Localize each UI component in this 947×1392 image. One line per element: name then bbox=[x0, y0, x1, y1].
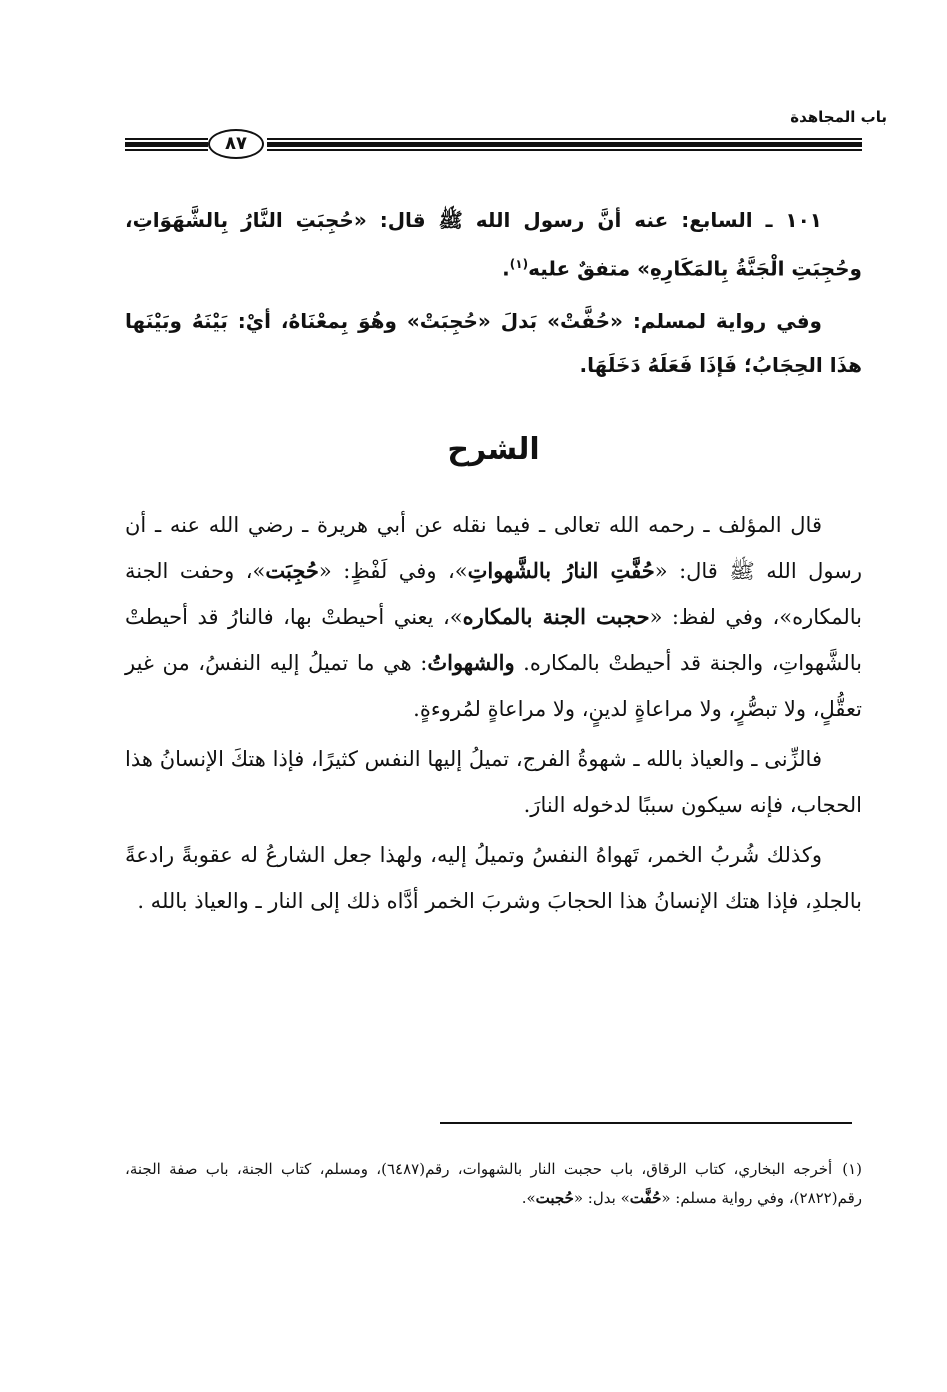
commentary-paragraph-1 bbox=[125, 502, 862, 732]
text-run: : هي ما تميلُ إليه النفسُ، من غير تعقُّلٍ، ولا تبصُّرٍ، ولا مراعاةٍ لدينٍ، ولا مراعاةٍ لمُروءةٍ. bbox=[125, 651, 862, 721]
page-number: ٨٧ bbox=[208, 129, 264, 159]
text-run: » بدل: « bbox=[573, 1189, 630, 1207]
text-run: حُجِبَت bbox=[265, 558, 319, 583]
text-run: حجبت الجنة بالمكاره bbox=[462, 604, 650, 629]
footnote-marker: (١) bbox=[509, 257, 529, 271]
text-run: قال المؤلف ـ رحمه الله تعالى ـ فيما نقله عن أبي هريرة ـ رضي الله عنه ـ أن رسول الله ﷺ قال: « bbox=[125, 513, 863, 583]
section-title: الشرح bbox=[447, 432, 540, 467]
commentary-paragraph-2: فالزِّنى ـ والعياذ بالله ـ شهوةُ الفرج، تميلُ إليها النفس كثيرًا، فإذا هتكَ الإنسانُ هذا الحجاب، فإنه سيكون سببًا لدخوله النارَ. bbox=[125, 747, 862, 817]
text-run: أخرجه البخاري، كتاب الرقاق، باب حجبت النار بالشهوات، رقم(٦٤٨٧)، ومسلم، كتاب الجنة، باب صفة الجنة، رقم(٢٨٢٢)، وفي رواية مسلم: « bbox=[125, 1160, 862, 1207]
text-run: ». bbox=[521, 1189, 536, 1207]
hadith-main-text: ١٠١ ـ السابع: عنه أنَّ رسول الله ﷺ قال: «حُجِبَتِ النَّارُ بِالشَّهَوَاتِ، وحُجِبَتِ الْجَنَّةُ بِالمَكَارِهِ» متفقٌ عليه bbox=[125, 208, 862, 281]
header-rule-right bbox=[267, 138, 862, 152]
text-run: »، وفي لَفْظٍ: « bbox=[318, 559, 468, 583]
commentary-paragraph-3: وكذلك شُربُ الخمر، تَهواهُ النفسُ وتميلُ إليه، ولهذا جعل الشارعُ له عقوبةً رادعةً بالجلدِ، فإذا هتك الإنسانُ هذا الحجابَ وشربَ الخمر أدَّاه ذلك إلى النار ـ والعياذ بالله . bbox=[125, 843, 862, 913]
text-run: حُفَّت bbox=[629, 1189, 662, 1207]
text-run: »، وحفت الجنة بالمكاره»، وفي لفظ: « bbox=[125, 559, 863, 629]
text-run: حُفَّتِ النارُ بالشَّهواتِ bbox=[467, 558, 655, 583]
hadith-text bbox=[125, 198, 862, 395]
text-run: حُجبت bbox=[535, 1189, 574, 1207]
footnote-number: (١) bbox=[842, 1160, 862, 1178]
text-run: »، يعني أحيطتْ بها، فالنارُ قد أحيطتْ بالشَّهواتِ، والجنة قد أحيطتْ بالمكاره. bbox=[125, 605, 862, 675]
chapter-running-title: باب المجاهدة bbox=[790, 108, 887, 126]
hadith-main bbox=[125, 198, 862, 291]
hadith-main-end: . bbox=[502, 256, 510, 281]
footnote-text bbox=[125, 1155, 862, 1213]
text-run: والشهواتُ bbox=[427, 650, 515, 675]
hadith-riwaya: وفي رواية لمسلم: «حُفَّتْ» بَدلَ «حُجِبَتْ» وهُوَ بِمعْنَاهُ، أيْ: بَيْنَهُ وبَيْنَها هذَا الحِجَابُ؛ فَإذَا فَعَلَهُ دَخَلَهَا. bbox=[125, 308, 862, 377]
header-rule-left bbox=[125, 138, 208, 152]
commentary-text bbox=[125, 502, 862, 928]
footnote-separator bbox=[440, 1122, 852, 1124]
